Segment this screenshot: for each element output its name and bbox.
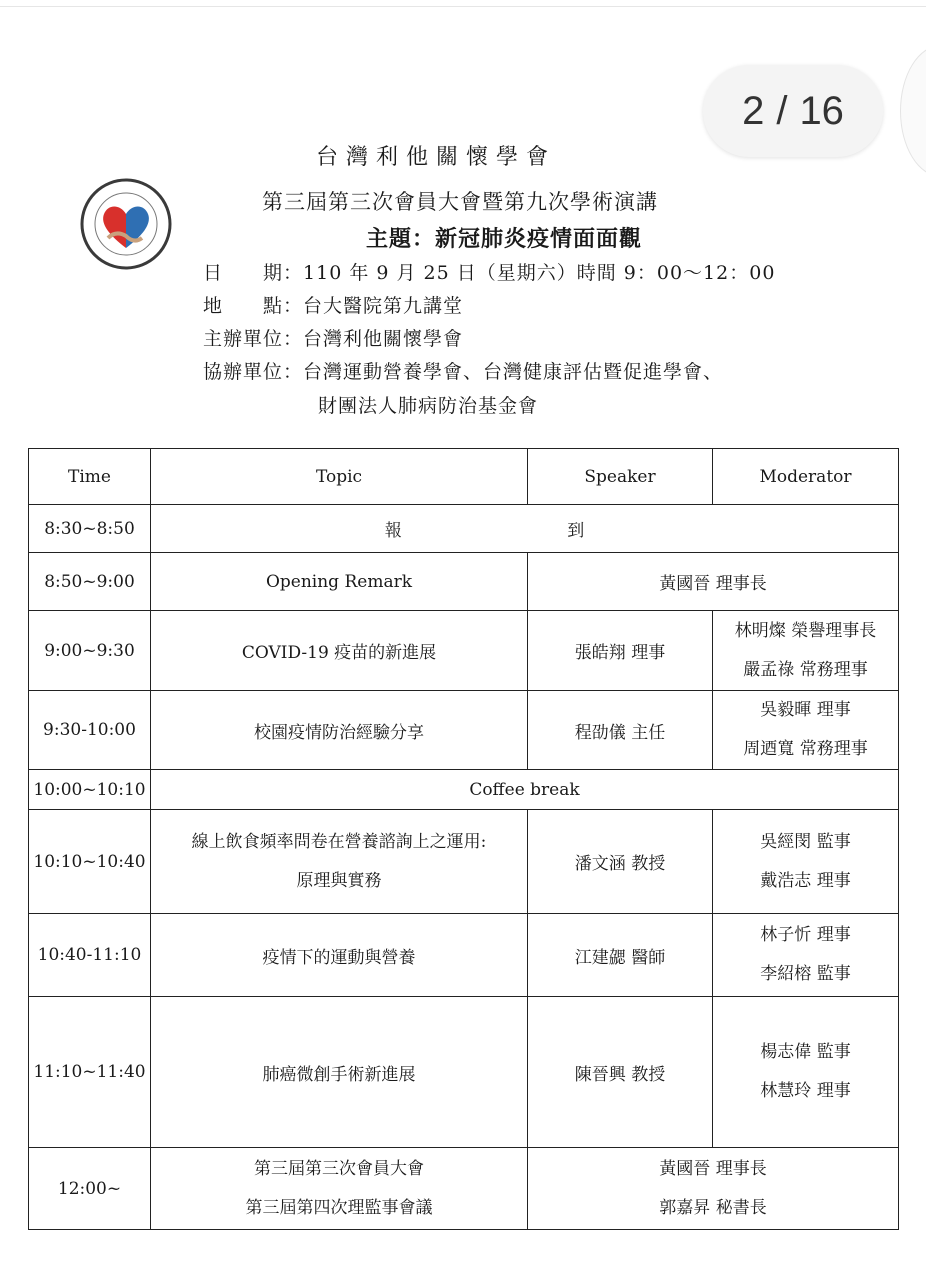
topic-cell: Opening Remark <box>151 553 528 611</box>
moderator-1: 林子忻 理事 <box>760 925 851 945</box>
speaker-moderator-2: 郭嘉昇 秘書長 <box>659 1197 767 1218</box>
host-label: 主辦單位： <box>203 328 304 350</box>
table-row <box>29 810 899 914</box>
next-page-button[interactable] <box>900 45 926 177</box>
table-row <box>29 770 899 810</box>
moderator-2: 周迺寬 常務理事 <box>743 739 868 759</box>
time-cell: 8:50~9:00 <box>29 553 151 611</box>
moderator-2: 李紹榕 監事 <box>760 964 851 984</box>
table-row <box>29 1148 899 1230</box>
topic-line-1: 第三屆第三次會員大會 <box>254 1158 424 1179</box>
schedule-table <box>28 448 899 1230</box>
speaker-cell: 陳晉興 教授 <box>528 997 713 1148</box>
host-value: 台灣利他關懷學會 <box>303 328 464 350</box>
date-label: 日 期： <box>203 262 304 284</box>
header-topic: Topic <box>151 449 528 505</box>
place-value: 台大醫院第九講堂 <box>303 295 464 317</box>
table-row <box>29 914 899 997</box>
page-separator: / <box>776 88 788 133</box>
table-row <box>29 553 899 611</box>
table-row <box>29 611 899 691</box>
cohost-value-1: 台灣運動營養學會、台灣健康評估暨促進學會、 <box>303 361 724 383</box>
page-counter <box>703 65 883 157</box>
cohost-line-2 <box>318 391 538 418</box>
moderator-cell <box>713 914 899 997</box>
table-header-row <box>29 449 899 505</box>
time-cell: 12:00~ <box>29 1148 151 1230</box>
event-title: 第三屆第三次會員大會暨第九次學術演講 <box>262 190 658 214</box>
place-line <box>203 291 463 318</box>
date-value: 110 年 9 月 25 日（星期六）時間 9：00～12：00 <box>303 262 776 284</box>
moderator-cell <box>713 691 899 770</box>
registration-cell: 報 到 <box>151 505 899 553</box>
header-time: Time <box>29 449 151 505</box>
table-row <box>29 997 899 1148</box>
moderator-2: 嚴孟祿 常務理事 <box>743 659 868 680</box>
topic-cell: 疫情下的運動與營養 <box>151 914 528 997</box>
speaker-cell: 江建勰 醫師 <box>528 914 713 997</box>
speaker-moderator-1: 黃國晉 理事長 <box>659 1158 767 1179</box>
topic-line-1: 線上飲食頻率問卷在營養諮詢上之運用: <box>191 831 487 852</box>
time-cell: 8:30~8:50 <box>29 505 151 553</box>
current-page: 2 <box>742 88 765 133</box>
cohost-line <box>203 357 723 384</box>
speaker-cell: 程劭儀 主任 <box>528 691 713 770</box>
topic-cell: COVID-19 疫苗的新進展 <box>151 611 528 691</box>
moderator-2: 林慧玲 理事 <box>760 1081 851 1101</box>
moderator-1: 吳經閔 監事 <box>760 831 851 852</box>
moderator-1: 楊志偉 監事 <box>760 1042 851 1062</box>
time-cell: 10:10~10:40 <box>29 810 151 914</box>
topic-line-2: 第三屆第四次理監事會議 <box>245 1197 433 1218</box>
topic-cell <box>151 810 528 914</box>
topic-cell <box>151 1148 528 1230</box>
cohost-label: 協辦單位： <box>203 361 304 383</box>
speaker-moderator-cell: 黃國晉 理事長 <box>528 553 899 611</box>
speaker-moderator-cell <box>528 1148 899 1230</box>
host-line <box>203 324 463 351</box>
time-cell: 11:10~11:40 <box>29 997 151 1148</box>
moderator-cell <box>713 810 899 914</box>
moderator-2: 戴浩志 理事 <box>760 870 851 891</box>
time-cell: 10:00~10:10 <box>29 770 151 810</box>
topic-line-2: 原理與實務 <box>296 870 382 891</box>
society-logo <box>80 178 172 270</box>
table-row <box>29 691 899 770</box>
place-label: 地 點： <box>203 295 304 317</box>
header-speaker: Speaker <box>528 449 713 505</box>
time-cell: 9:00~9:30 <box>29 611 151 691</box>
total-pages: 16 <box>799 88 844 133</box>
moderator-cell <box>713 611 899 691</box>
top-divider <box>0 6 926 7</box>
speaker-cell: 潘文涵 教授 <box>528 810 713 914</box>
coffee-break-cell: Coffee break <box>151 770 899 810</box>
event-theme: 主題：新冠肺炎疫情面面觀 <box>366 226 643 252</box>
header-moderator: Moderator <box>713 449 899 505</box>
moderator-1: 吳毅暉 理事 <box>760 700 851 720</box>
table-row <box>29 505 899 553</box>
time-cell: 10:40-11:10 <box>29 914 151 997</box>
speaker-cell: 張皓翔 理事 <box>528 611 713 691</box>
cohost-value-2: 財團法人肺病防治基金會 <box>318 395 539 417</box>
moderator-cell <box>713 997 899 1148</box>
organization-name: 台灣利他關懷學會 <box>316 145 557 170</box>
time-cell: 9:30-10:00 <box>29 691 151 770</box>
topic-cell: 校園疫情防治經驗分享 <box>151 691 528 770</box>
date-line <box>203 258 775 285</box>
moderator-1: 林明燦 榮譽理事長 <box>734 620 877 641</box>
topic-cell: 肺癌微創手術新進展 <box>151 997 528 1148</box>
